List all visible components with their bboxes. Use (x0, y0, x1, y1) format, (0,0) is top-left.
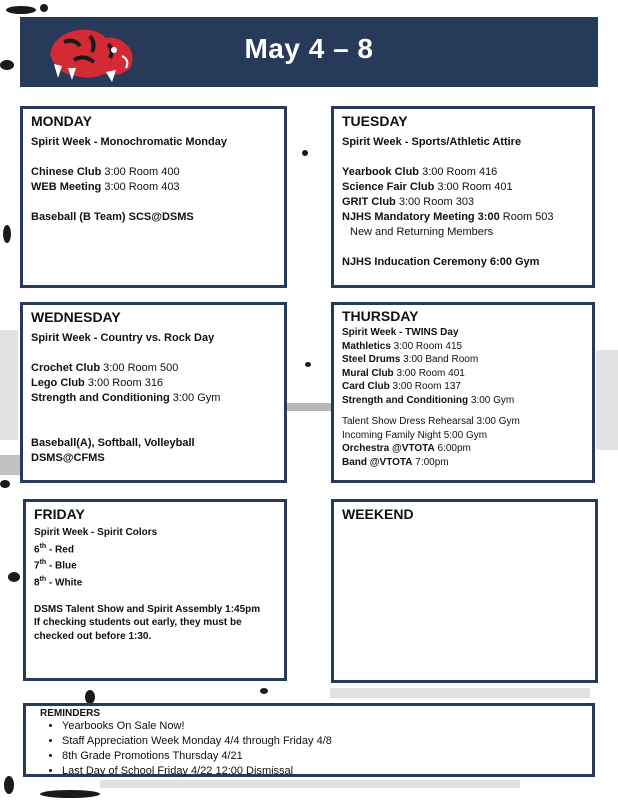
weekend-card (331, 499, 598, 683)
list-item: Incoming Family Night 5:00 Gym (342, 429, 488, 441)
day-title: FRIDAY (34, 506, 85, 522)
wednesday-card (20, 302, 287, 483)
ceremony-event: NJHS Inducation Ceremony 6:00 Gym (342, 256, 540, 268)
list-item: Band @VTOTA 7:00pm (342, 456, 449, 468)
day-title: TUESDAY (342, 113, 408, 129)
friday-card (23, 499, 287, 681)
list-item: Crochet Club 3:00 Room 500 (31, 362, 179, 374)
sports-event: Baseball (B Team) SCS@DSMS (31, 211, 194, 223)
spirit-week-text: Spirit Week - TWINS Day (342, 327, 459, 338)
list-item: Science Fair Club 3:00 Room 401 (342, 181, 513, 193)
thursday-card (331, 302, 595, 483)
tuesday-card (331, 106, 595, 288)
list-item: Lego Club 3:00 Room 316 (31, 377, 164, 389)
list-item: Mural Club 3:00 Room 401 (342, 367, 465, 379)
checkout-note: checked out before 1:30. (34, 630, 152, 642)
list-item: Strength and Conditioning 3:00 Gym (342, 394, 515, 406)
list-item: Strength and Conditioning 3:00 Gym (31, 392, 221, 404)
grade-color: 6th - Red (34, 542, 74, 555)
checkout-note: If checking students out early, they must be (34, 617, 242, 629)
list-item: • Last Day of School Friday 4/22 12:00 Dismissal (62, 764, 578, 779)
list-item: Card Club 3:00 Room 137 (342, 381, 461, 392)
list-item: • Staff Appreciation Week Monday 4/4 through Friday 4/8 (62, 734, 578, 749)
reminders-title: REMINDERS (40, 708, 101, 719)
spirit-week-text: Spirit Week - Spirit Colors (34, 527, 158, 538)
list-item: WEB Meeting 3:00 Room 403 (31, 181, 180, 193)
day-title: WEEKEND (342, 506, 414, 522)
monday-card (20, 106, 287, 288)
list-item: Talent Show Dress Rehearsal 3:00 Gym (342, 416, 520, 427)
spirit-week-text: Spirit Week - Sports/Athletic Attire (342, 136, 522, 148)
assembly-event: DSMS Talent Show and Spirit Assembly 1:45pm (34, 603, 261, 615)
list-item: NJHS Mandatory Meeting 3:00 Room 503 (342, 211, 554, 223)
reminders-card (23, 703, 595, 777)
list-item: Yearbook Club 3:00 Room 416 (342, 166, 498, 178)
day-title: WEDNESDAY (31, 309, 121, 325)
list-item: Chinese Club 3:00 Room 400 (31, 166, 180, 178)
sports-event: DSMS@CFMS (31, 452, 105, 464)
list-item: • Yearbooks On Sale Now! (62, 719, 578, 734)
page-title: May 4 – 8 (244, 33, 374, 64)
header-banner (20, 17, 598, 87)
sports-event: Baseball(A), Softball, Volleyball (31, 437, 195, 449)
grade-color: 8th - White (34, 576, 83, 589)
day-title: MONDAY (31, 113, 92, 129)
reminders-list (40, 719, 578, 779)
spirit-week-text: Spirit Week - Monochromatic Monday (31, 136, 227, 148)
grade-color: 7th - Blue (34, 559, 77, 572)
list-item: • 8th Grade Promotions Thursday 4/21 (62, 749, 578, 764)
list-item: Orchestra @VTOTA 6:00pm (342, 443, 471, 454)
spirit-week-text: Spirit Week - Country vs. Rock Day (31, 332, 215, 344)
list-item: Mathletics 3:00 Room 415 (342, 340, 463, 352)
day-title: THURSDAY (342, 308, 419, 324)
members-note: New and Returning Members (350, 226, 494, 238)
list-item: Steel Drums 3:00 Band Room (342, 354, 479, 365)
list-item: GRIT Club 3:00 Room 303 (342, 196, 475, 208)
